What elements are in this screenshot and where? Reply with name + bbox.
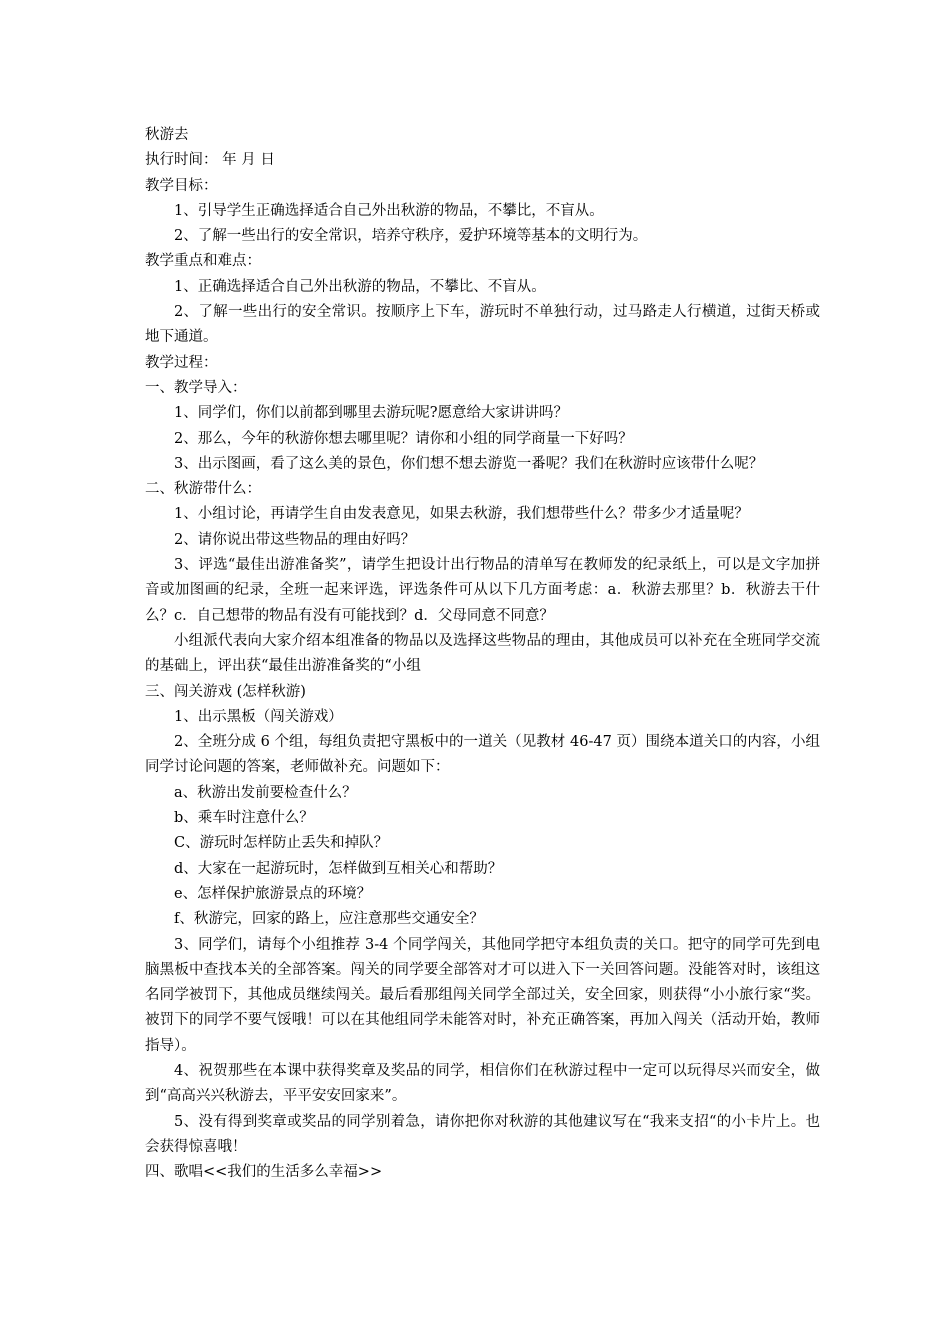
goals-heading: 教学目标： (145, 177, 218, 194)
goal-item: 1、引导学生正确选择适合自己外出秋游的物品，不攀比，不盲从。 (174, 202, 604, 219)
section-heading: 四、歌唱<<我们的生活多么幸福>> (145, 1164, 383, 1181)
section-item: 2、全班分成 6 个组，每组负责把守黑板中的一道关（见教材 46-47 页）围绕本道关口的内容，小组同学讨论问题的答案，老师做补充。问题如下： (145, 734, 820, 776)
section-item: 2、那么，今年的秋游你想去哪里呢？请你和小组的同学商量一下好吗？ (174, 430, 633, 447)
section-paragraph: 小组派代表向大家介绍本组准备的物品以及选择这些物品的理由，其他成员可以补充在全班同学交流的基础上，评出获“最佳出游准备奖的“小组 (145, 632, 820, 675)
document-page (145, 123, 820, 1185)
question-item: a、秋游出发前要检查什么？ (174, 784, 357, 801)
section-item: 3、出示图画，看了这么美的景色，你们想不想去游览一番呢？我们在秋游时应该带什么呢？ (174, 455, 764, 472)
goal-item: 2、了解一些出行的安全常识，培养守秩序，爱护环境等基本的文明行为。 (174, 228, 648, 245)
section-heading: 三、闯关游戏 (怎样秋游) (145, 683, 306, 700)
question-item: e、怎样保护旅游景点的环境？ (174, 885, 372, 902)
question-item: b、乘车时注意什么？ (174, 810, 314, 827)
question-item: d、大家在一起游玩时，怎样做到互相关心和帮助？ (174, 860, 503, 877)
section-item: 5、没有得到奖章或奖品的同学别着急，请你把你对秋游的其他建议写在“我来支招“的小卡片上。也会获得惊喜哦！ (145, 1113, 820, 1155)
section-item: 1、小组讨论，再请学生自由发表意见，如果去秋游，我们想带些什么？带多少才适量呢？ (174, 506, 749, 523)
section-item: 1、出示黑板（闯关游戏） (174, 708, 343, 725)
section-heading: 二、秋游带什么： (145, 481, 261, 498)
section-item: 4、祝贺那些在本课中获得奖章及奖品的同学，相信你们在秋游过程中一定可以玩得尽兴而安全，做到“高高兴兴秋游去，平平安安回家来”。 (145, 1062, 820, 1105)
section-item: 3、评选“最佳出游准备奖”，请学生把设计出行物品的清单写在教师发的纪录纸上，可以是文字加拼音或加图画的纪录，全班一起来评选，评选条件可从以下几方面考虑：a．秋游去那里？b．秋游去干什么？c．自己想带的物品有没有可能找到？d．父母同意不同意？ (145, 557, 820, 624)
section-item: 2、请你说出带这些物品的理由好吗？ (174, 531, 416, 548)
keypoint-item: 1、正确选择适合自己外出秋游的物品，不攀比、不盲从。 (174, 278, 546, 295)
process-heading: 教学过程： (145, 354, 218, 371)
question-item: C、游玩时怎样防止丢失和掉队？ (174, 835, 389, 852)
document-title: 秋游去 (145, 127, 189, 143)
execution-time: 执行时间： 年 月 日 (145, 152, 275, 169)
section-item: 3、同学们，请每个小组推荐 3-4 个同学闯关，其他同学把守本组负责的关口。把守的同学可先到电脑黑板中查找本关的全部答案。闯关的同学要全部答对才可以进入下一关回答问题。没能答对时，该组这名同学被罚下，其他成员继续闯关。最后看那组闯关同学全部过关，安全回家，则获得“小小旅行家“奖。被罚下的同学不要气馁哦！可以在其他组同学未能答对时，补充正确答案，再加入闯关（活动开始，教师指导）。 (145, 936, 820, 1054)
keypoints-heading: 教学重点和难点： (145, 253, 261, 270)
section-item: 1、同学们，你们以前都到哪里去游玩呢?愿意给大家讲讲吗？ (174, 405, 568, 422)
section-heading: 一、教学导入： (145, 379, 247, 396)
question-item: f、秋游完，回家的路上，应注意那些交通安全？ (174, 911, 484, 928)
keypoint-item: 2、了解一些出行的安全常识。按顺序上下车，游玩时不单独行动，过马路走人行横道，过街天桥或地下通道。 (145, 304, 820, 346)
